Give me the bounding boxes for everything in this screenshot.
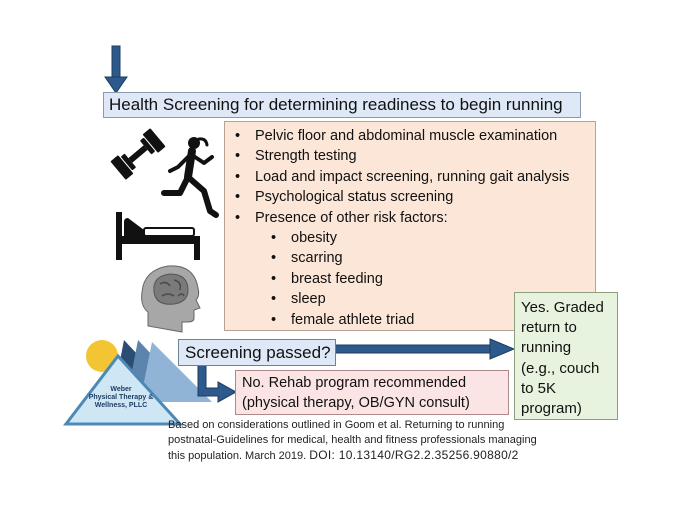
logo-line: Weber [110,386,132,393]
risk-factor-item: • scarring [271,250,343,267]
risk-factor-item: • female athlete triad [271,311,415,328]
no-line: No. Rehab program recommended [242,375,467,391]
yes-arrow [334,338,516,360]
citation-line [168,448,608,464]
criteria-item: • Load and impact screening, running gait analysis [235,168,570,185]
brain-icon [138,262,204,334]
yes-line: program) [521,400,582,418]
citation-footnote [168,418,608,464]
yes-line: running [521,339,572,357]
no-outcome-box [235,370,509,415]
citation-doi: DOI: 10.13140/RG2.2.35256.90880/2 [309,448,519,462]
yes-line: return to [521,319,577,337]
yes-line: to 5K [521,379,557,397]
screening-passed-box [178,339,336,366]
criteria-item: • Pelvic floor and abdominal muscle examination [235,128,558,144]
citation-line: postnatal-Guidelines for medical, health and fitness professionals managing [168,434,537,446]
logo-line: Wellness, PLLC [94,402,148,409]
criteria-item: • Presence of other risk factors: [235,209,448,226]
citation-line: Based on considerations outlined in Goom et al. Returning to running [168,419,505,431]
screening-title-box [103,92,581,118]
yes-line: (e.g., couch [521,359,600,377]
down-arrow-top [104,45,128,95]
risk-factor-item: • breast feeding [271,270,383,287]
criteria-item: • Psychological status screening [235,189,454,206]
no-arrow [196,364,238,404]
risk-factor-item: • sleep [271,291,326,308]
bed-icon [114,212,202,262]
screening-title: Health Screening for determining readiness to begin running [109,95,563,114]
logo-text [86,386,156,410]
risk-factor-item: • obesity [271,230,337,247]
yes-line: Yes. Graded [521,299,604,316]
no-line: (physical therapy, OB/GYN consult) [242,394,470,411]
criteria-item: • Strength testing [235,148,357,165]
logo-line: Physical Therapy & [88,394,154,401]
citation-line-end: this population. March 2019. [168,450,307,462]
screening-passed-label: Screening passed? [185,343,331,362]
yes-outcome-box [514,292,618,420]
